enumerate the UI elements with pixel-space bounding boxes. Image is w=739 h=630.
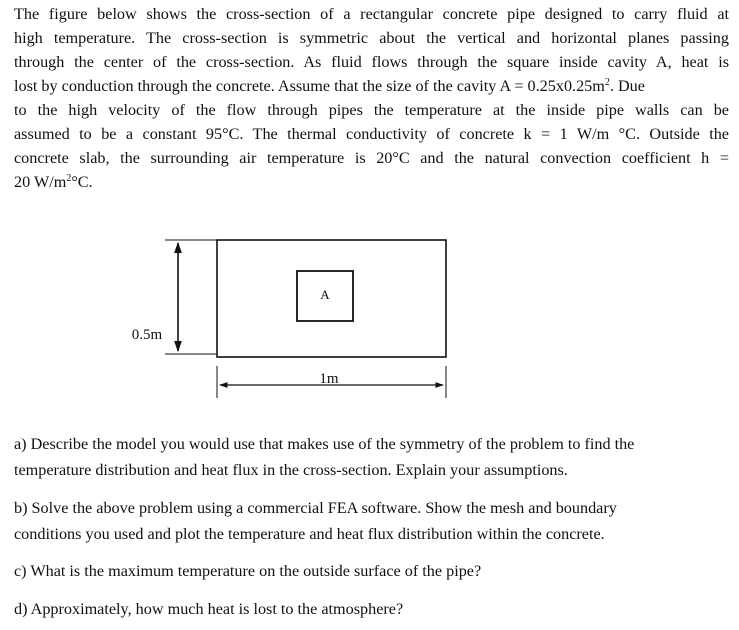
intro-line-4-end: . Due — [609, 77, 645, 95]
question-b-line-2: conditions you used and plot the temperature and heat flux distribution within the concrete. — [14, 525, 605, 543]
question-b — [14, 495, 729, 547]
question-c — [14, 558, 729, 584]
intro-line-7: concrete slab, the surrounding air temperature is 20°C and the natural convection coefficient h = — [14, 149, 729, 167]
question-c-text: c) What is the maximum temperature on the outside surface of the pipe? — [14, 562, 482, 580]
question-d — [14, 596, 729, 622]
intro-line-3: through the center of the cross-section. As fluid flows through the square inside cavity A, heat is — [14, 53, 729, 71]
convection-units-end: °C. — [71, 173, 93, 191]
question-a-line-2: temperature distribution and heat flux in the cross-section. Explain your assumptions. — [14, 461, 568, 479]
intro-line-4 — [14, 74, 729, 98]
question-a — [14, 431, 729, 483]
cavity-a-outline — [297, 271, 353, 321]
intro-line-6: assumed to be a constant 95°C. The thermal conductivity of concrete k = 1 W/m °C. Outside the — [14, 125, 729, 143]
question-d-text: d) Approximately, how much heat is lost to the atmosphere? — [14, 600, 404, 618]
squared-superscript: 2 — [604, 77, 610, 88]
cavity-label: A — [320, 287, 330, 302]
squared-superscript: 2 — [66, 173, 72, 184]
question-b-line-1: b) Solve the above problem using a commercial FEA software. Show the mesh and boundary — [14, 499, 617, 517]
height-label: 0.5m — [131, 327, 163, 343]
intro-line-5: to the high velocity of the flow through pipes the temperature at the inside pipe walls can be — [14, 101, 729, 119]
intro-line-8 — [14, 170, 729, 194]
intro-line-1: The figure below shows the cross-section of a rectangular concrete pipe designed to carry fluid at — [14, 5, 729, 23]
problem-statement — [14, 2, 729, 194]
cavity-size-text: lost by conduction through the concrete. Assume that the size of the cavity A = 0.25x0.25m — [14, 77, 605, 95]
concrete-slab-outline — [217, 240, 446, 357]
width-label: 1m — [319, 371, 339, 387]
intro-line-2: high temperature. The cross-section is symmetric about the vertical and horizontal planes passing — [14, 29, 729, 47]
convection-units-text: 20 W/m — [14, 173, 67, 191]
question-a-line-1: a) Describe the model you would use that makes use of the symmetry of the problem to find the — [14, 435, 635, 453]
